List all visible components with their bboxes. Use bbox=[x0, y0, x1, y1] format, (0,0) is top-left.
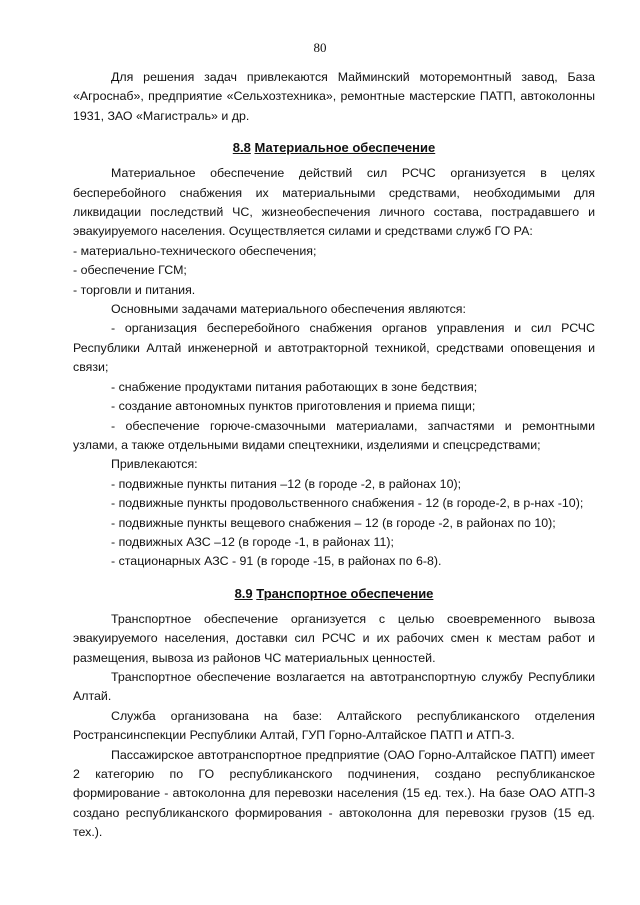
section-number: 8.8 bbox=[232, 140, 251, 156]
list-item: - подвижные пункты питания –12 (в городе -2, в районах 10); bbox=[111, 476, 462, 491]
paragraph: Пассажирское автотранспортное предприятие (ОАО Горно-Алтайское ПАТП) имеет 2 категорию по ГО республиканского подчинения, создано республиканское формирование - автоколонна для перевозки населения (15 ед. тех.). На базе ОАО АТП-3 создано республиканского формирования - автоколонна для перевозки грузов (15 ед. тех.). bbox=[73, 747, 595, 840]
list-item: - создание автономных пунктов приготовления и приема пищи; bbox=[111, 399, 476, 414]
paragraph: Транспортное обеспечение возлагается на автотранспортную службу Республики Алтай. bbox=[73, 669, 595, 704]
paragraph: Транспортное обеспечение организуется с целью своевременного вывоза эвакуируемого населения, доставки сил РСЧС и их рабочих смен к местам работ и размещения, вывоза из районов ЧС материальных ценностей. bbox=[73, 611, 595, 665]
paragraph: Основными задачами материального обеспечения являются: bbox=[111, 302, 466, 317]
list-item: - материально-технического обеспечения; bbox=[73, 243, 317, 258]
list-item: - организация бесперебойного снабжения органов управления и сил РСЧС Республики Алтай инженерной и автотракторной техникой, средствами оповещения и связи; bbox=[73, 321, 595, 375]
list-item: - подвижных АЗС –12 (в городе -1, в районах 11); bbox=[111, 534, 394, 549]
section-title: Материальное обеспечение bbox=[254, 140, 436, 156]
page-content bbox=[73, 68, 595, 843]
section-heading-8-8 bbox=[73, 138, 595, 157]
list-item: - снабжение продуктами питания работающих в зоне бедствия; bbox=[111, 379, 478, 394]
section-number: 8.9 bbox=[234, 585, 253, 601]
paragraph: Привлекаются: bbox=[111, 457, 198, 472]
section-title: Транспортное обеспечение bbox=[256, 585, 434, 601]
section-heading-8-9 bbox=[73, 584, 595, 603]
list-item: - обеспечение горюче-смазочными материалами, запчастями и ремонтными узлами, а также отдельными видами спецтехники, изделиями и спецсредствами; bbox=[73, 418, 595, 452]
intro-paragraph: Для решения задач привлекаются Майминский моторемонтный завод, База «Агроснаб», предприятие «Сельхозтехника», ремонтные мастерские ПАТП, автоколонны 1931, ЗАО «Магистраль» и др. bbox=[73, 70, 595, 123]
list-item: - обеспечение ГСМ; bbox=[73, 263, 187, 278]
list-item: - стационарных АЗС - 91 (в городе -15, в районах по 6-8). bbox=[111, 554, 442, 569]
list-item: - подвижные пункты вещевого снабжения – 12 (в городе -2, в районах по 10); bbox=[111, 515, 556, 530]
list-item: - подвижные пункты продовольственного снабжения - 12 (в городе-2, в р-нах -10); bbox=[111, 496, 584, 511]
page-number: 80 bbox=[313, 40, 327, 55]
paragraph: Служба организована на базе: Алтайского республиканского отделения Ространсинспекции Республики Алтай, ГУП Горно-Алтайское ПАТП и АТП-3. bbox=[73, 708, 595, 743]
paragraph: Материальное обеспечение действий сил РСЧС организуется в целях бесперебойного снабжения их материальными средствами, необходимыми для ликвидации последствий ЧС, жизнеобеспечения личного состава, пострадавшего и эвакуируемого населения. Осуществляется силами и средствами служб ГО РА: bbox=[73, 166, 595, 239]
list-item: - торговли и питания. bbox=[73, 282, 196, 297]
